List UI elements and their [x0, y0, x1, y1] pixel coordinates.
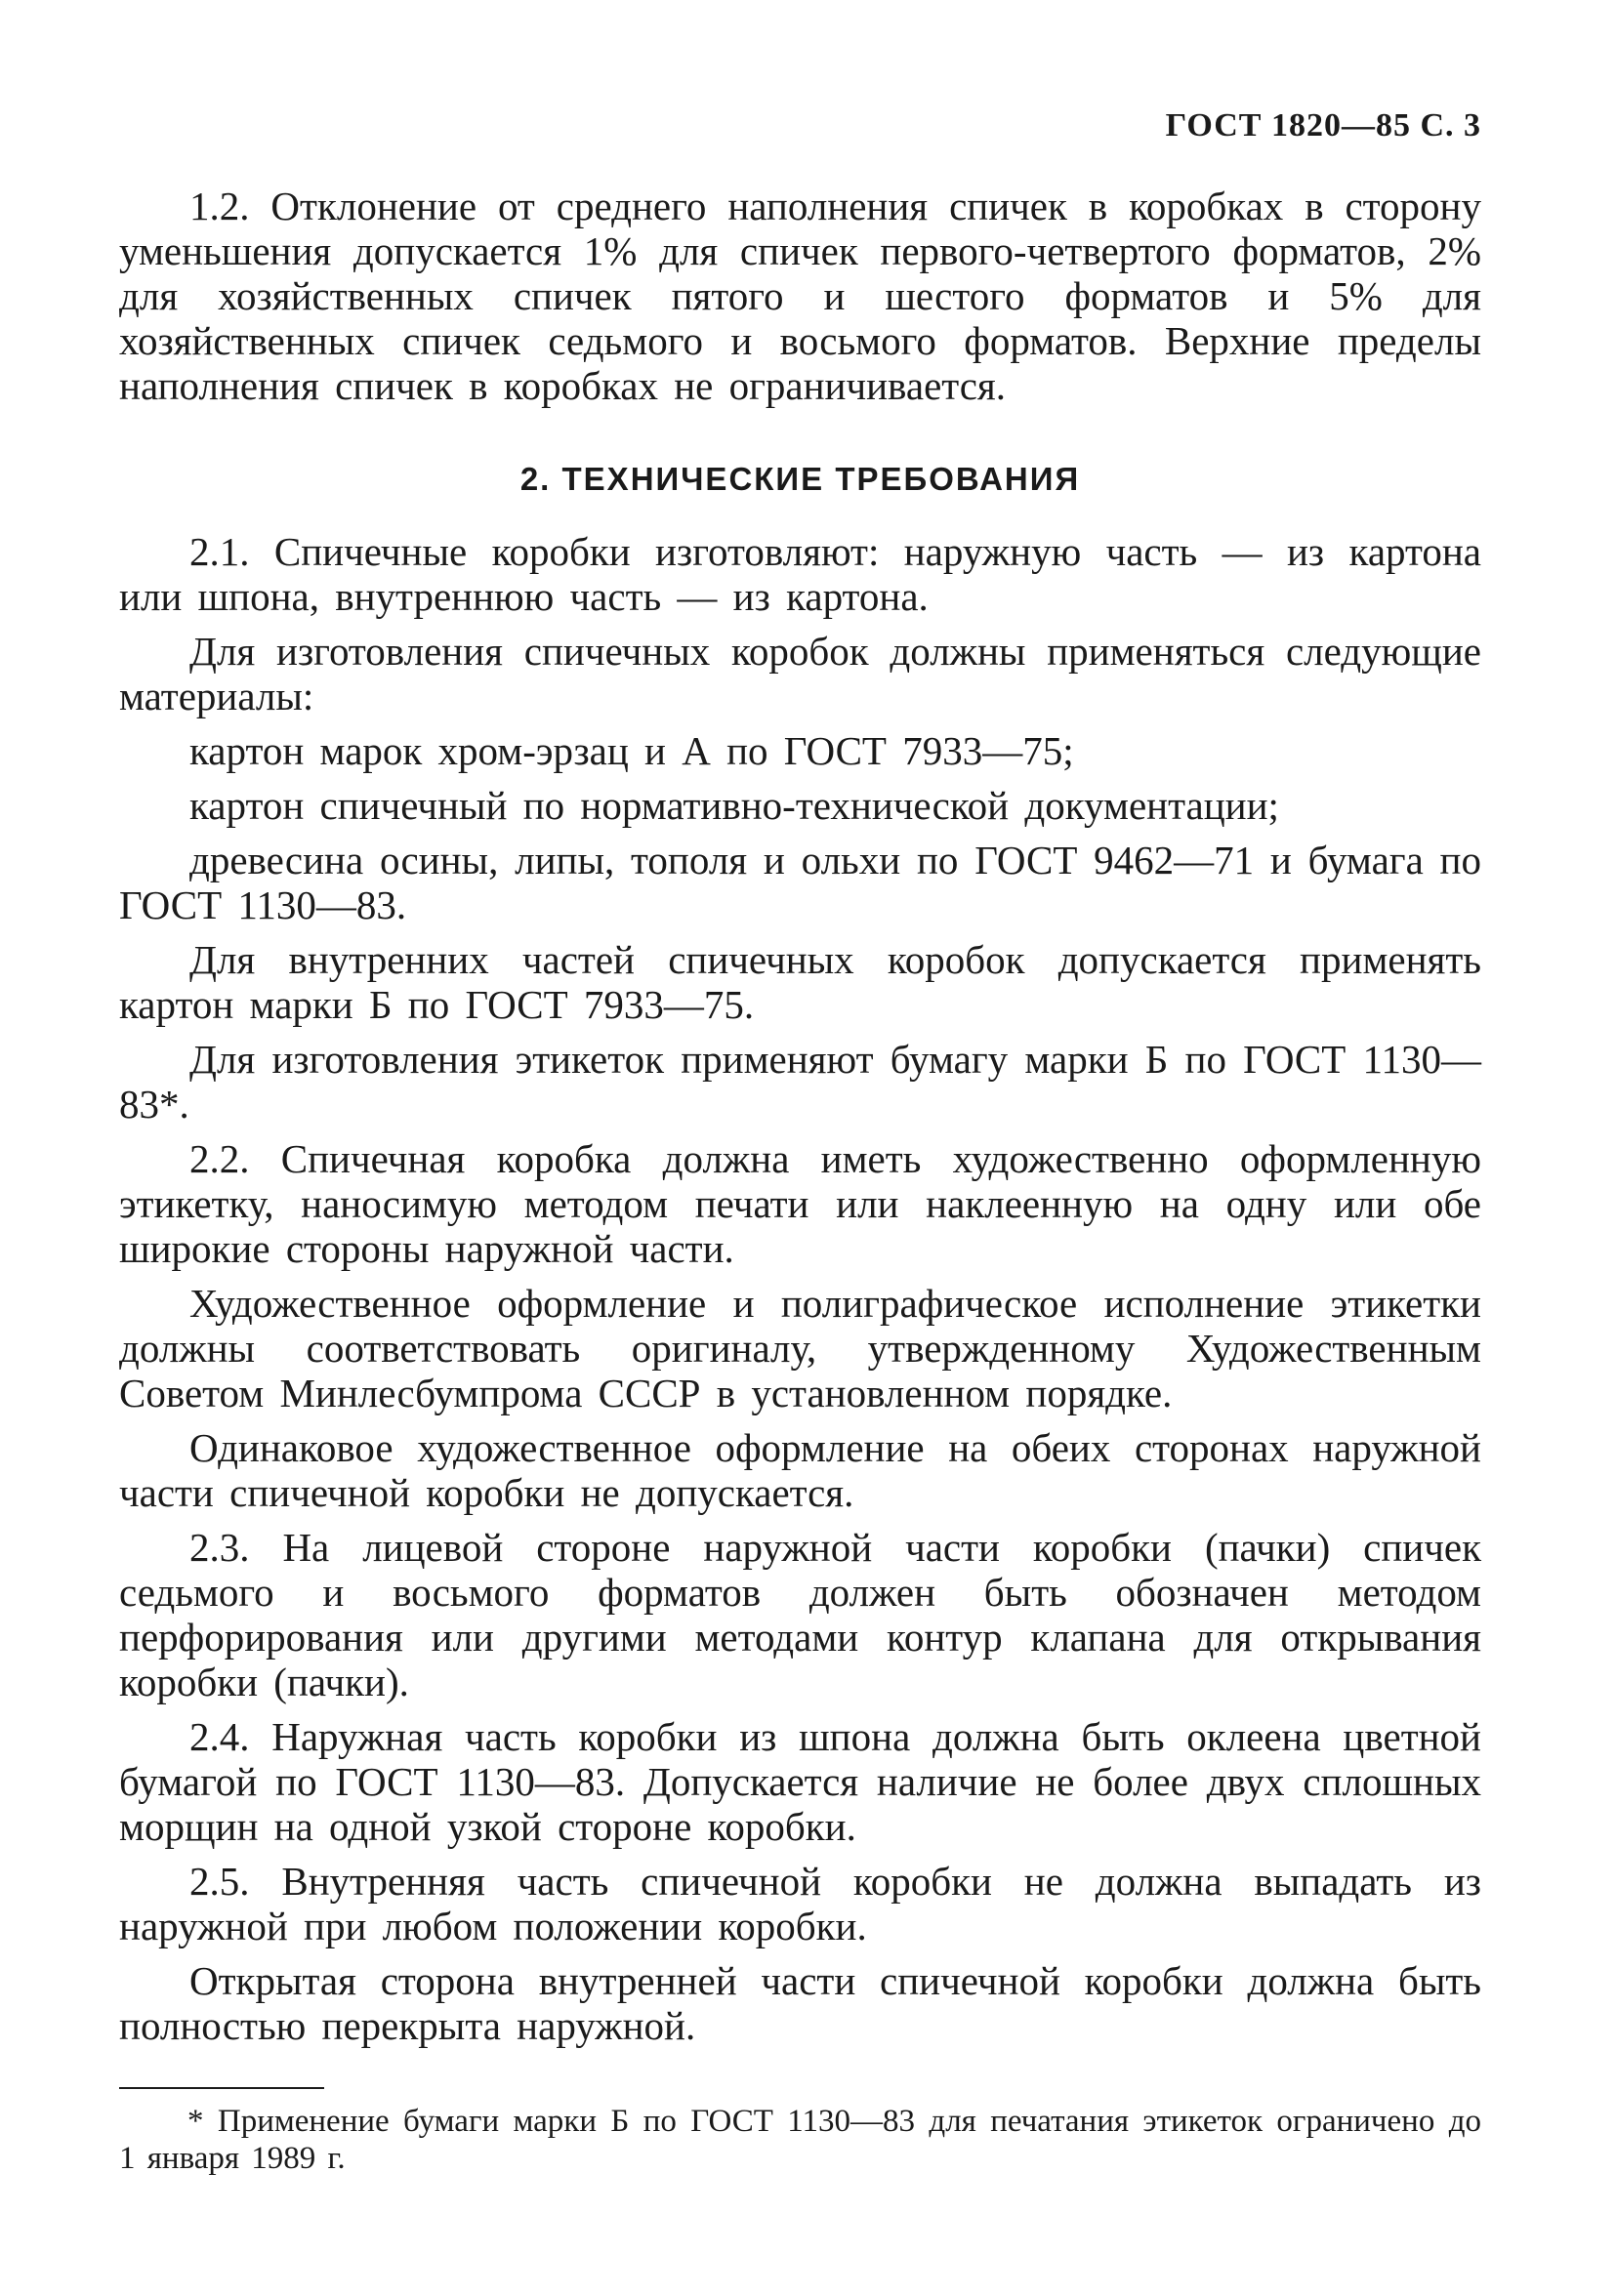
material-item-3: древесина осины, липы, тополя и ольхи по ГОСТ 9462—71 и бумага по ГОСТ 1130—83. — [119, 838, 1481, 927]
footnote-divider — [119, 2087, 324, 2089]
material-item-1: картон марок хром-эрзац и А по ГОСТ 7933—75; — [189, 728, 1074, 773]
material-item-2: картон спичечный по нормативно-технической документации; — [189, 783, 1279, 828]
document-page — [119, 107, 1481, 2177]
paragraph-inner-parts: Для внутренних частей спичечных коробок допускается применять картон марки Б по ГОСТ 7933—75. — [119, 937, 1481, 1027]
paragraph-2-3: 2.3. На лицевой стороне наружной части коробки (пачки) спичек седьмого и восьмого форматов должен быть обозначен методом перфорирования или другими методами контур клапана для открывания коробки (пачки). — [119, 1525, 1481, 1704]
paragraph-labels: Для изготовления этикеток применяют бумагу марки Б по ГОСТ 1130—83*. — [119, 1037, 1481, 1127]
running-head: ГОСТ 1820—85 С. 3 — [1165, 107, 1481, 144]
footnote: * Применение бумаги марки Б по ГОСТ 1130—83 для печатания этикеток ограничено до 1 января 1989 г. — [119, 2104, 1481, 2176]
paragraph-2-1: 2.1. Спичечные коробки изготовляют: наружную часть — из картона или шпона, внутреннюю часть — из картона. — [119, 529, 1481, 619]
paragraph-art-design: Художественное оформление и полиграфическое исполнение этикетки должны соответствовать оригиналу, утвержденному Художественным Советом Минлесбумпрома СССР в установленном порядке. — [119, 1281, 1481, 1415]
paragraph-2-4: 2.4. Наружная часть коробки из шпона должна быть оклеена цветной бумагой по ГОСТ 1130—83. Допускается наличие не более двух сплошных морщин на одной узкой стороне коробки. — [119, 1714, 1481, 1849]
paragraph-1-2: 1.2. Отклонение от среднего наполнения спичек в коробках в сторону уменьшения допускается 1% для спичек первого-четвертого форматов, 2% для хозяйственных спичек пятого и шестого форматов и 5% для хозяйственных спичек седьмого и восьмого форматов. Верхние пределы наполнения спичек в коробках не ограничивается. — [119, 184, 1481, 408]
paragraph-materials-intro: Для изготовления спичечных коробок должны применяться следующие материалы: — [119, 629, 1481, 718]
paragraph-same-design: Одинаковое художественное оформление на обеих сторонах наружной части спичечной коробки не допускается. — [119, 1425, 1481, 1515]
paragraph-open-side: Открытая сторона внутренней части спичечной коробки должна быть полностью перекрыта наружной. — [119, 1958, 1481, 2048]
paragraph-2-2: 2.2. Спичечная коробка должна иметь художественно оформленную этикетку, наносимую методом печати или наклеенную на одну или обе широкие стороны наружной части. — [119, 1136, 1481, 1271]
paragraph-2-5: 2.5. Внутренняя часть спичечной коробки не должна выпадать из наружной при любом положении коробки. — [119, 1859, 1481, 1948]
section-title: 2. ТЕХНИЧЕСКИЕ ТРЕБОВАНИЯ — [519, 461, 1081, 497]
